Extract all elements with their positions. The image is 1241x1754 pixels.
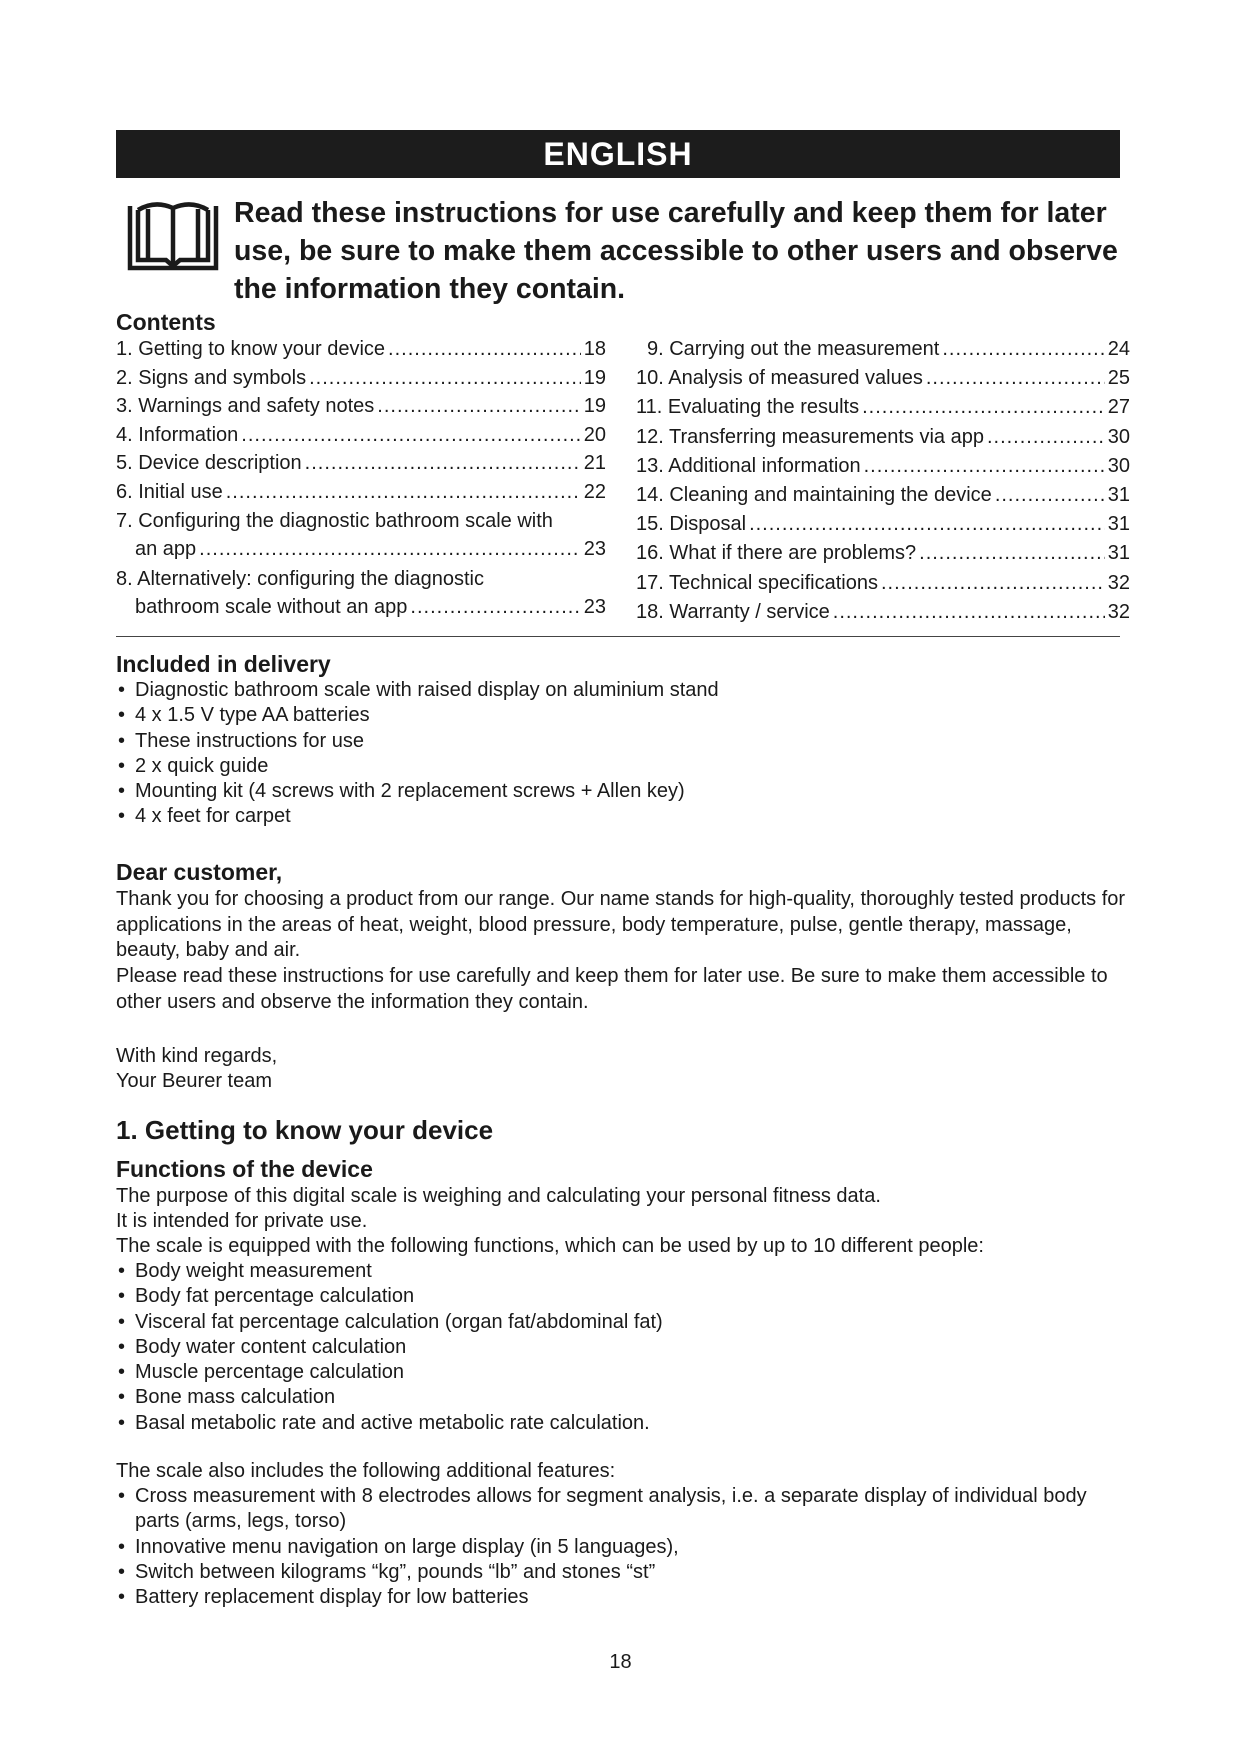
features-list (116, 1484, 1126, 1610)
functions-list (116, 1259, 663, 1436)
list-item: • Innovative menu navigation on large display (in 5 languages), (116, 1535, 1126, 1560)
list-item: • Body water content calculation (116, 1335, 663, 1360)
toc-entry[interactable]: 3. Warnings and safety notes ..... 19 (116, 392, 606, 421)
list-item: • Diagnostic bathroom scale with raised display on aluminium stand (116, 678, 719, 703)
list-item: • 4 x feet for carpet (116, 804, 719, 829)
toc-right-column (636, 335, 1130, 627)
toc-entry[interactable]: 2. Signs and symbols ..... 19 (116, 364, 606, 393)
letter-heading: Dear customer, (116, 859, 283, 885)
toc-entry[interactable]: 17. Technical specifications ..... 32 (636, 569, 1130, 598)
toc-entry[interactable]: 6. Initial use ..... 22 (116, 478, 606, 507)
list-item: • Switch between kilograms “kg”, pounds “lb” and stones “st” (116, 1560, 1126, 1585)
letter-paragraph: Thank you for choosing a product from our range. Our name stands for high-quality, thoroughly tested products for applications in the areas of heat, weight, blood pressure, body temperature, pulse, gentle therapy, massage, beauty, baby and air. (116, 888, 1126, 961)
toc-entry[interactable]: 11. Evaluating the results ..... 27 (636, 393, 1130, 422)
toc-entry[interactable]: 18. Warranty / service ..... 32 (636, 598, 1130, 627)
list-item: • Body weight measurement (116, 1259, 663, 1284)
body-text: It is intended for private use. (116, 1210, 368, 1232)
delivery-heading: Included in delivery (116, 651, 331, 677)
subsection-heading: Functions of the device (116, 1156, 373, 1182)
list-item: • Bone mass calculation (116, 1385, 663, 1410)
delivery-list (116, 678, 719, 830)
list-item: • 4 x 1.5 V type AA batteries (116, 703, 719, 728)
toc-entry[interactable]: 8. Alternatively: configuring the diagnostic bathroom scale without an app ..... 23 (116, 565, 606, 623)
list-item: • Body fat percentage calculation (116, 1284, 663, 1309)
body-text: The scale is equipped with the following functions, which can be used by up to 10 different people: (116, 1235, 984, 1257)
toc-entry[interactable]: 14. Cleaning and maintaining the device ..... 31 (636, 481, 1130, 510)
list-item: • Battery replacement display for low batteries (116, 1585, 1126, 1610)
toc-entry[interactable]: 9. Carrying out the measurement ..... 24 (636, 335, 1130, 364)
toc-entry[interactable]: 16. What if there are problems? ..... 31 (636, 539, 1130, 568)
list-item: • Muscle percentage calculation (116, 1360, 663, 1385)
open-book-icon (127, 196, 219, 272)
body-text: The scale also includes the following additional features: (116, 1460, 616, 1482)
list-item: • Basal metabolic rate and active metabolic rate calculation. (116, 1411, 663, 1436)
toc-entry[interactable]: 10. Analysis of measured values ..... 25 (636, 364, 1130, 393)
toc-entry[interactable]: 5. Device description ..... 21 (116, 449, 606, 478)
toc-entry[interactable]: 4. Information ..... 20 (116, 421, 606, 450)
toc-left-column (116, 335, 606, 623)
list-item: • Cross measurement with 8 electrodes allows for segment analysis, i.e. a separate display of individual body parts (arms, legs, torso) (116, 1484, 1126, 1535)
list-item: • These instructions for use (116, 729, 719, 754)
toc-entry[interactable]: 1. Getting to know your device ..... 18 (116, 335, 606, 364)
contents-heading: Contents (116, 309, 216, 335)
body-text: The purpose of this digital scale is weighing and calculating your personal fitness data. (116, 1185, 881, 1207)
toc-entry[interactable]: 7. Configuring the diagnostic bathroom scale with an app ..... 23 (116, 507, 606, 565)
list-item: • Visceral fat percentage calculation (organ fat/abdominal fat) (116, 1310, 663, 1335)
letter-closing: With kind regards, (116, 1045, 278, 1067)
letter-signature: Your Beurer team (116, 1070, 273, 1092)
list-item: • 2 x quick guide (116, 754, 719, 779)
intro-notice: Read these instructions for use carefully and keep them for later use, be sure to make them accessible to other users and observe the information they contain. (234, 197, 1118, 305)
toc-entry[interactable]: 13. Additional information ..... 30 (636, 452, 1130, 481)
list-item: • Mounting kit (4 screws with 2 replacement screws + Allen key) (116, 779, 719, 804)
letter-paragraph: Please read these instructions for use carefully and keep them for later use. Be sure to make them accessible to other users and observe the information they contain. (116, 965, 1108, 1013)
divider (116, 636, 1120, 637)
language-banner: ENGLISH (116, 130, 1120, 178)
toc-entry[interactable]: 12. Transferring measurements via app ..... 30 (636, 423, 1130, 452)
toc-entry[interactable]: 15. Disposal ..... 31 (636, 510, 1130, 539)
page-number: 18 (609, 1651, 632, 1673)
section-heading: 1. Getting to know your device (116, 1115, 494, 1145)
